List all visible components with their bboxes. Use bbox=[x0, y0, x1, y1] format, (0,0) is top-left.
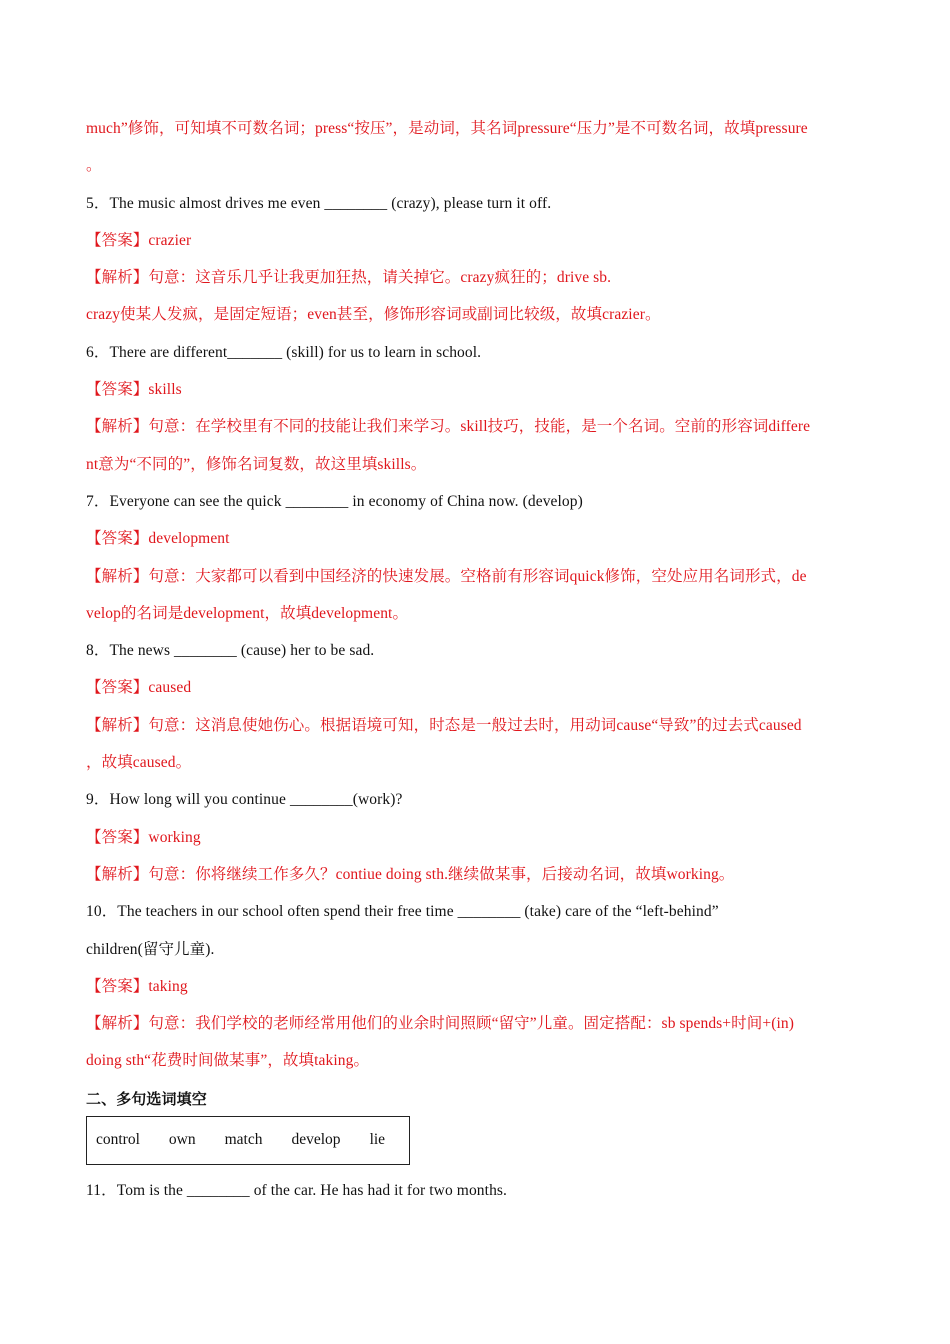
question-text-line: 10．The teachers in our school often spend their free time ________ (take) care of the “left-behind” bbox=[86, 903, 719, 921]
answer-text-line: 【解析】句意：这消息使她伤心。根据语境可知，时态是一般过去时，用动词cause“导致”的过去式caused bbox=[86, 716, 802, 734]
question-text-line: children(留守儿童). bbox=[86, 940, 215, 958]
answer-text-line: ，故填caused。 bbox=[86, 754, 192, 772]
answer-text-line: 【答案】development bbox=[86, 530, 230, 548]
answer-text-line: 【解析】句意：我们学校的老师经常用他们的业余时间照顾“留守”儿童。固定搭配：sb spends+时间+(in) bbox=[86, 1015, 794, 1033]
section-title: 二、多句选词填空 bbox=[86, 1089, 207, 1108]
word-bank-item: own bbox=[168, 1131, 196, 1149]
answer-text-line: 【答案】working bbox=[86, 828, 201, 846]
answer-text-line: nt意为“不同的”，修饰名词复数，故这里填skills。 bbox=[86, 455, 427, 473]
answer-text-line: doing sth“花费时间做某事”，故填taking。 bbox=[86, 1052, 370, 1070]
question-11: 11．Tom is the ________ of the car. He has had it for two months. bbox=[86, 1181, 508, 1199]
question-text-line: 8．The news ________ (cause) her to be sad. bbox=[86, 642, 375, 660]
answer-text-line: 【答案】taking bbox=[86, 977, 188, 995]
word-bank-item: control bbox=[96, 1131, 140, 1149]
answer-text-line: 【解析】句意：大家都可以看到中国经济的快速发展。空格前有形容词quick修饰，空处应用名词形式，de bbox=[86, 567, 807, 585]
answer-text-line: 。 bbox=[86, 157, 102, 175]
answer-text-line: 【答案】skills bbox=[86, 381, 182, 399]
word-bank-item: lie bbox=[369, 1131, 386, 1149]
answer-text-line: crazy使某人发疯，是固定短语；even甚至，修饰形容词或副词比较级，故填crazier。 bbox=[86, 306, 661, 324]
answer-text-line: 【答案】caused bbox=[86, 679, 192, 697]
question-text-line: 7．Everyone can see the quick ________ in economy of China now. (develop) bbox=[86, 492, 583, 510]
question-text-line: 9．How long will you continue ________(work)? bbox=[86, 791, 403, 809]
answer-text-line: much”修饰，可知填不可数名词；press“按压”，是动词，其名词pressure“压力”是不可数名词，故填pressure bbox=[86, 120, 808, 137]
word-bank-box bbox=[86, 1116, 410, 1165]
answer-text-line: 【解析】句意：这音乐几乎让我更加狂热，请关掉它。crazy疯狂的；drive sb. bbox=[86, 269, 612, 287]
answer-text-line: 【解析】句意：在学校里有不同的技能让我们来学习。skill技巧，技能，是一个名词。空前的形容词differe bbox=[86, 418, 811, 436]
word-bank-item: match bbox=[224, 1131, 263, 1149]
word-bank bbox=[86, 1116, 866, 1165]
question-text-line: 6．There are different_______ (skill) for us to learn in school. bbox=[86, 343, 482, 361]
word-bank-item: develop bbox=[291, 1131, 341, 1149]
answer-text-line: 【答案】crazier bbox=[86, 231, 192, 249]
document-page bbox=[86, 118, 866, 1217]
answer-text-line: 【解析】句意：你将继续工作多久？contiue doing sth.继续做某事，后接动名词，故填working。 bbox=[86, 865, 735, 883]
answer-text-line: velop的名词是development，故填development。 bbox=[86, 604, 409, 622]
question-text-line: 5．The music almost drives me even ________ (crazy), please turn it off. bbox=[86, 194, 552, 212]
text-body bbox=[86, 118, 866, 1072]
